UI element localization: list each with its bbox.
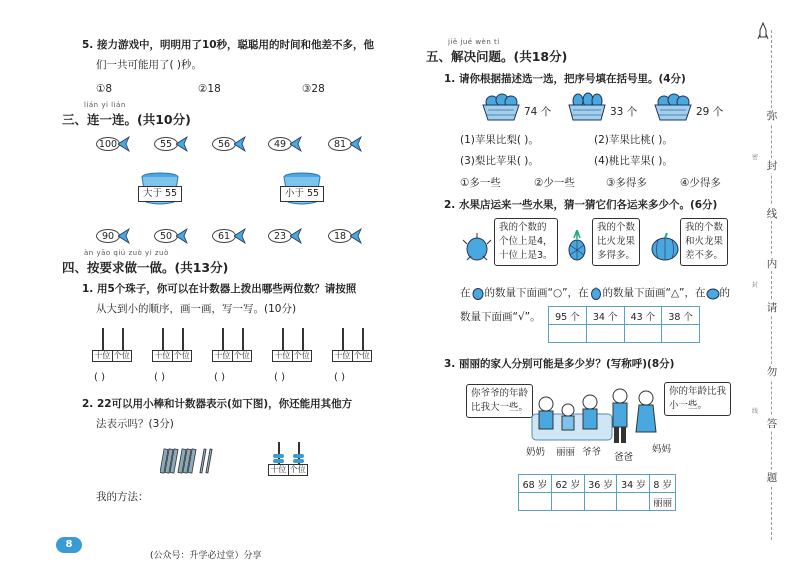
label-grandpa: 爷爷 bbox=[582, 447, 602, 458]
empty-abacus[interactable] bbox=[332, 328, 372, 364]
bubble-pumpkin: 我的个数 和火龙果 差不多。 bbox=[680, 218, 728, 266]
fish-number-label: 81 bbox=[328, 137, 352, 151]
sec4-q2-line2: 法表示吗？(3分) bbox=[96, 418, 174, 430]
margin-char: 线 bbox=[762, 206, 782, 221]
bubble-dragon-fruit: 我的个数的 个位上是4， 十位上是3。 bbox=[494, 218, 558, 266]
age-answer-cell[interactable] bbox=[519, 493, 552, 511]
bucket-greater-than[interactable] bbox=[138, 172, 182, 206]
choice-1: ①多一些 bbox=[460, 177, 501, 189]
draw-instruction-2: 数量下面画“√”。 bbox=[460, 311, 541, 323]
label-grandma: 奶奶 bbox=[526, 447, 546, 458]
label-lili: 丽丽 bbox=[556, 447, 576, 458]
margin-char: 题 bbox=[762, 470, 782, 485]
fish-tail-icon bbox=[290, 228, 302, 244]
pear-basket-icon bbox=[566, 92, 608, 122]
choice-4: ④少得多 bbox=[680, 177, 721, 189]
abacus-ones-label: 个位 bbox=[352, 351, 372, 361]
margin-char: 内 bbox=[762, 256, 782, 271]
age-answer-cell[interactable] bbox=[584, 493, 617, 511]
q5-option-3: ③28 bbox=[302, 83, 325, 95]
answer-paren[interactable]: ( ) bbox=[154, 372, 165, 383]
fish-number[interactable] bbox=[96, 228, 130, 244]
fish-number-label: 49 bbox=[268, 137, 292, 151]
fish-tail-icon bbox=[176, 228, 188, 244]
pineapple-icon bbox=[566, 230, 588, 262]
age-cell: 36 岁 bbox=[584, 475, 617, 493]
answer-paren[interactable]: ( ) bbox=[334, 372, 345, 383]
answer-paren[interactable]: ( ) bbox=[214, 372, 225, 383]
sec5-q1-title: 1. 请你根据描述选一选，把序号填在括号里。(4分) bbox=[444, 73, 686, 85]
empty-abacus[interactable] bbox=[92, 328, 132, 364]
fish-number-label: 56 bbox=[212, 137, 236, 151]
seal-dashed-line bbox=[771, 30, 772, 540]
sec4-q2-line1: 2. 22可以用小棒和计数器表示(如下图)，你还能用其他方 bbox=[82, 398, 353, 410]
basket1-count: 74 个 bbox=[524, 106, 552, 118]
sec4-title: 四、按要求做一做。(共13分) bbox=[62, 260, 229, 275]
abacus-22 bbox=[268, 442, 308, 478]
answer-paren[interactable]: ( ) bbox=[94, 372, 105, 383]
fish-tail-icon bbox=[350, 228, 362, 244]
answer-cell[interactable] bbox=[624, 325, 662, 343]
fish-number[interactable] bbox=[96, 136, 130, 152]
abacus-ones-label: 个位 bbox=[172, 351, 192, 361]
count-cell: 95 个 bbox=[549, 307, 587, 325]
bucket-less-than[interactable] bbox=[280, 172, 324, 206]
fish-number-label: 18 bbox=[328, 229, 352, 243]
fish-tail-icon bbox=[118, 136, 130, 152]
label-father: 爸爸 bbox=[614, 452, 634, 463]
fish-number[interactable] bbox=[154, 228, 188, 244]
fish-number-label: 50 bbox=[154, 229, 178, 243]
apple-basket-icon bbox=[480, 92, 522, 122]
age-answer-cell: 丽丽 bbox=[650, 493, 676, 511]
fish-number-label: 90 bbox=[96, 229, 120, 243]
age-cell: 62 岁 bbox=[551, 475, 584, 493]
rocket-icon bbox=[757, 22, 769, 42]
basket3-count: 29 个 bbox=[696, 106, 724, 118]
bubble-pineapple: 我的个数 比火龙果 多得多。 bbox=[592, 218, 640, 266]
page-number: 8 bbox=[56, 537, 82, 553]
peach-basket-icon bbox=[652, 92, 694, 122]
age-cell: 8 岁 bbox=[650, 475, 676, 493]
fish-number[interactable] bbox=[212, 136, 246, 152]
age-answer-cell[interactable] bbox=[617, 493, 650, 511]
footer-note: (公众号：升学必过堂）分享 bbox=[150, 551, 262, 561]
fish-number[interactable] bbox=[268, 228, 302, 244]
sec3-pinyin: lián yi lián bbox=[84, 101, 126, 109]
fish-number-label: 23 bbox=[268, 229, 292, 243]
speech-bubble-mother: 你的年龄比我 小一些。 bbox=[664, 382, 731, 416]
abacus-tens-label: 十位 bbox=[214, 351, 231, 360]
fish-tail-icon bbox=[350, 136, 362, 152]
margin-small-mark: 线 bbox=[752, 408, 759, 415]
q5-option-2: ②18 bbox=[198, 83, 221, 95]
answer-cell[interactable] bbox=[549, 325, 587, 343]
fish-number-label: 55 bbox=[154, 137, 178, 151]
bucket-label-lt: 小于 55 bbox=[280, 186, 324, 202]
abacus-tens-label: 十位 bbox=[94, 351, 111, 360]
fish-tail-icon bbox=[176, 136, 188, 152]
abacus-ones-label: 个位 bbox=[112, 351, 132, 361]
fish-number[interactable] bbox=[328, 136, 362, 152]
abacus-ones-label: 个位 bbox=[288, 465, 308, 475]
age-answer-cell[interactable] bbox=[551, 493, 584, 511]
q5-line2: 们一共可能用了( )秒。 bbox=[96, 59, 203, 71]
count-cell: 43 个 bbox=[624, 307, 662, 325]
sec4-pinyin: àn yāo qiú zuò yi zuò bbox=[84, 249, 169, 257]
fish-tail-icon bbox=[234, 136, 246, 152]
fish-number[interactable] bbox=[268, 136, 302, 152]
compare-1: (1)苹果比梨( )。 bbox=[460, 134, 539, 146]
fish-number[interactable] bbox=[154, 136, 188, 152]
abacus-tens-label: 十位 bbox=[334, 351, 351, 360]
sec4-q1-line2: 从大到小的顺序，画一画，写一写。(10分) bbox=[96, 303, 297, 315]
dragon-fruit-small-icon bbox=[471, 286, 485, 300]
pineapple-small-icon bbox=[589, 286, 603, 300]
answer-paren[interactable]: ( ) bbox=[274, 372, 285, 383]
empty-abacus[interactable] bbox=[272, 328, 312, 364]
bucket-label-gt: 大于 55 bbox=[138, 186, 182, 202]
abacus-ones-label: 个位 bbox=[292, 351, 312, 361]
margin-char: 答 bbox=[762, 416, 782, 431]
age-cell: 34 岁 bbox=[617, 475, 650, 493]
my-method-label: 我的方法： bbox=[96, 491, 149, 503]
margin-char: 请 bbox=[762, 300, 782, 315]
compare-3: (3)梨比苹果( )。 bbox=[460, 155, 539, 167]
fish-number[interactable] bbox=[328, 228, 362, 244]
abacus-tens-label: 十位 bbox=[270, 465, 287, 474]
fish-number[interactable] bbox=[212, 228, 246, 244]
compare-2: (2)苹果比桃( )。 bbox=[594, 134, 673, 146]
margin-small-mark: 密 bbox=[752, 154, 759, 161]
family-illustration bbox=[530, 380, 660, 446]
fish-tail-icon bbox=[290, 136, 302, 152]
answer-cell[interactable] bbox=[662, 325, 700, 343]
margin-small-mark: 封 bbox=[752, 282, 759, 289]
q5-option-1: ①8 bbox=[96, 83, 113, 95]
basket2-count: 33 个 bbox=[610, 106, 638, 118]
fish-tail-icon bbox=[118, 228, 130, 244]
sec5-q2-title: 2. 水果店运来一些水果，猜一猜它们各运来多少个。(6分) bbox=[444, 199, 718, 211]
compare-4: (4)桃比苹果( )。 bbox=[594, 155, 673, 167]
count-cell: 38 个 bbox=[662, 307, 700, 325]
fruit-count-table bbox=[548, 306, 700, 343]
dragon-fruit-icon bbox=[462, 232, 492, 262]
q5-line1: 5. 接力游戏中，明明用了10秒，聪聪用的时间和他差不多，他 bbox=[82, 39, 375, 51]
empty-abacus[interactable] bbox=[152, 328, 192, 364]
margin-char: 封 bbox=[762, 158, 782, 173]
abacus-tens-label: 十位 bbox=[274, 351, 291, 360]
abacus-tens-label: 十位 bbox=[154, 351, 171, 360]
count-cell: 34 个 bbox=[586, 307, 624, 325]
choice-2: ②少一些 bbox=[534, 177, 575, 189]
pumpkin-icon bbox=[650, 232, 680, 262]
speech-bubble-grandma: 你爷爷的年龄 比我大一些。 bbox=[466, 384, 533, 418]
sec3-title: 三、连一连。(共10分) bbox=[62, 112, 191, 127]
sec5-pinyin: jiě jué wèn tí bbox=[448, 38, 500, 46]
pumpkin-small-icon bbox=[706, 286, 720, 300]
abacus-ones-label: 个位 bbox=[232, 351, 252, 361]
choice-3: ③多得多 bbox=[606, 177, 647, 189]
sticks-bundle-icon bbox=[160, 445, 220, 477]
sec5-title: 五、解决问题。(共18分) bbox=[426, 49, 568, 64]
sec4-q1-line1: 1. 用5个珠子，你可以在计数器上拨出哪些两位数？请按照 bbox=[82, 283, 357, 295]
margin-char: 勿 bbox=[762, 364, 782, 379]
margin-char: 弥 bbox=[762, 108, 782, 123]
empty-abacus[interactable] bbox=[212, 328, 252, 364]
label-mother: 妈妈 bbox=[652, 444, 672, 455]
fish-number-label: 61 bbox=[212, 229, 236, 243]
answer-cell[interactable] bbox=[586, 325, 624, 343]
sec5-q3-title: 3. 丽丽的家人分别可能是多少岁？(写称呼)(8分) bbox=[444, 358, 675, 370]
age-cell: 68 岁 bbox=[519, 475, 552, 493]
draw-instruction-1: 在 的数量下面画“○”，在 的数量下面画“△”，在 的 bbox=[460, 287, 731, 299]
fish-number-label: 100 bbox=[96, 137, 120, 151]
fish-tail-icon bbox=[234, 228, 246, 244]
age-table bbox=[518, 474, 676, 511]
